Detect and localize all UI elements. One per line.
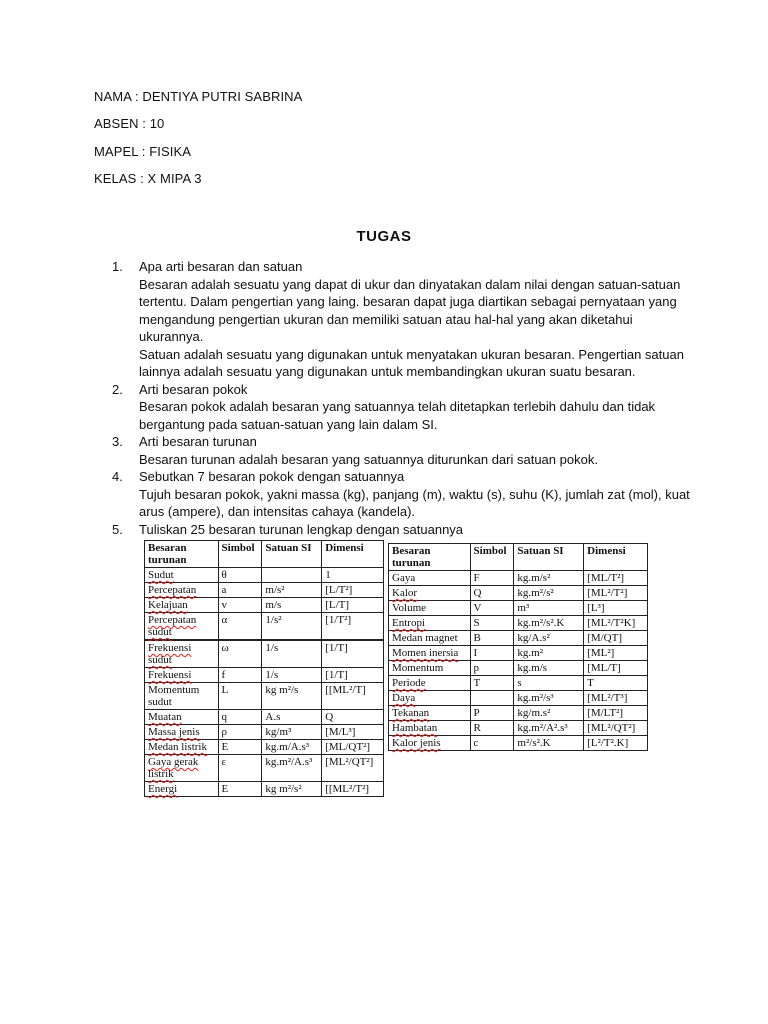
dimension-cell: [M/QT] bbox=[584, 631, 648, 646]
dimension-cell: [M/LT²] bbox=[584, 706, 648, 721]
symbol-cell: q bbox=[218, 710, 262, 725]
table-row bbox=[389, 706, 648, 721]
table-row bbox=[145, 782, 384, 797]
unit-cell: kg.m²/s² bbox=[514, 586, 584, 601]
dimension-cell: [ML/QT²] bbox=[322, 740, 384, 755]
header-cell: Simbol bbox=[470, 544, 514, 571]
unit-cell: 1/s² bbox=[262, 613, 322, 641]
question-list bbox=[112, 258, 692, 538]
header-cell: Besaran turunan bbox=[145, 541, 219, 568]
name-cell: Massa jenis bbox=[145, 725, 219, 740]
name-cell: Frekuensi bbox=[145, 668, 219, 683]
table-row bbox=[389, 646, 648, 661]
name-cell: Kalor jenis bbox=[389, 736, 471, 751]
question-number: 5. bbox=[112, 521, 123, 537]
dimension-cell: [L/T] bbox=[322, 598, 384, 613]
table-row bbox=[145, 725, 384, 740]
table-row bbox=[145, 583, 384, 598]
student-absen: ABSEN : 10 bbox=[94, 116, 165, 131]
question-item bbox=[112, 433, 692, 468]
name-cell: Gaya gerak listrik bbox=[145, 755, 219, 782]
answer bbox=[139, 276, 692, 381]
derived-quantities-table-left bbox=[144, 540, 384, 797]
answer-paragraph: Besaran pokok adalah besaran yang satuannya telah ditetapkan terlebih dahulu dan tidak bergantung pada satuan-satuan yang lain dalam SI. bbox=[139, 399, 656, 432]
unit-cell: A.s bbox=[262, 710, 322, 725]
dimension-cell: [1/T²] bbox=[322, 613, 384, 641]
unit-cell: kg.m²/A.s³ bbox=[262, 755, 322, 782]
question-text: Arti besaran turunan bbox=[139, 434, 257, 449]
question-number: 4. bbox=[112, 469, 123, 484]
table-row bbox=[145, 710, 384, 725]
table-row bbox=[389, 631, 648, 646]
answer bbox=[139, 451, 692, 469]
name-cell: Gaya bbox=[389, 571, 471, 586]
name-cell: Percepatan bbox=[145, 583, 219, 598]
symbol-cell: a bbox=[218, 583, 262, 598]
name-cell: Entropi bbox=[389, 616, 471, 631]
dimension-cell: [[ML²/T] bbox=[322, 683, 384, 710]
header-cell: Dimensi bbox=[584, 544, 648, 571]
unit-cell: kg.m²/A².s³ bbox=[514, 721, 584, 736]
unit-cell: s bbox=[514, 676, 584, 691]
page-title: TUGAS bbox=[356, 228, 412, 245]
table-row bbox=[389, 571, 648, 586]
derived-quantities-table-right bbox=[388, 543, 648, 751]
table-row bbox=[389, 601, 648, 616]
symbol-cell: B bbox=[470, 631, 514, 646]
symbol-cell: θ bbox=[218, 568, 262, 583]
table-row bbox=[145, 683, 384, 710]
answer-paragraph: Besaran turunan adalah besaran yang satuannya diturunkan dari satuan pokok. bbox=[139, 451, 598, 467]
symbol-cell: E bbox=[218, 782, 262, 797]
symbol-cell: I bbox=[470, 646, 514, 661]
dimension-cell: [ML/T] bbox=[584, 661, 648, 676]
symbol-cell: P bbox=[470, 706, 514, 721]
symbol-cell: c bbox=[470, 736, 514, 751]
symbol-cell bbox=[470, 691, 514, 706]
table-row bbox=[145, 598, 384, 613]
table-row bbox=[145, 755, 384, 782]
name-cell: Periode bbox=[389, 676, 471, 691]
unit-cell: kg.m/s² bbox=[514, 571, 584, 586]
header-cell: Besaran turunan bbox=[389, 544, 471, 571]
dimension-cell: [L²/T².K] bbox=[584, 736, 648, 751]
header-cell: Satuan SI bbox=[262, 541, 322, 568]
table-row bbox=[389, 676, 648, 691]
symbol-cell: ε bbox=[218, 755, 262, 782]
table-row bbox=[389, 586, 648, 601]
unit-cell: kg m²/s² bbox=[262, 782, 322, 797]
unit-cell: kg m²/s bbox=[262, 683, 322, 710]
unit-cell: kg.m²/s³ bbox=[514, 691, 584, 706]
name-cell: Medan listrik bbox=[145, 740, 219, 755]
unit-cell: 1/s bbox=[262, 668, 322, 683]
unit-cell: kg/m³ bbox=[262, 725, 322, 740]
dimension-cell: Q bbox=[322, 710, 384, 725]
unit-cell: kg.m/s bbox=[514, 661, 584, 676]
question-item bbox=[112, 521, 692, 539]
answer bbox=[139, 398, 692, 433]
symbol-cell: ω bbox=[218, 640, 262, 668]
name-cell: Kelajuan bbox=[145, 598, 219, 613]
dimension-cell: 1 bbox=[322, 568, 384, 583]
name-cell: Momen inersia bbox=[389, 646, 471, 661]
question-item bbox=[112, 468, 692, 521]
header-cell: Dimensi bbox=[322, 541, 384, 568]
answer-paragraph: Besaran adalah sesuatu yang dapat di ukur dan dinyatakan dalam nilai dengan satuan-satuan tertentu. Dalam pengertian yang laing. besaran dapat juga diartikan sebagai pernyataan yang mengandung pengertian ukuran dan memiliki satuan atau hal-hal yang akan diketahui ukurannya. bbox=[139, 276, 681, 344]
question-item bbox=[112, 381, 692, 434]
name-cell: Energi bbox=[145, 782, 219, 797]
table-row bbox=[145, 613, 384, 641]
symbol-cell: f bbox=[218, 668, 262, 683]
symbol-cell: F bbox=[470, 571, 514, 586]
symbol-cell: S bbox=[470, 616, 514, 631]
unit-cell: kg/A.s² bbox=[514, 631, 584, 646]
name-cell: Momentum sudut bbox=[145, 683, 219, 710]
name-cell: Frekuensi sudut bbox=[145, 640, 219, 668]
unit-cell: m/s² bbox=[262, 583, 322, 598]
name-cell: Hambatan bbox=[389, 721, 471, 736]
unit-cell: kg/m.s² bbox=[514, 706, 584, 721]
name-cell: Medan magnet bbox=[389, 631, 471, 646]
dimension-cell: [ML²/T²K] bbox=[584, 616, 648, 631]
name-cell: Percepatan sudut bbox=[145, 613, 219, 641]
question-text: Apa arti besaran dan satuan bbox=[139, 259, 303, 274]
dimension-cell: [ML/T²] bbox=[584, 571, 648, 586]
table-row bbox=[145, 740, 384, 755]
name-cell: Volume bbox=[389, 601, 471, 616]
table-header-row bbox=[389, 544, 648, 571]
symbol-cell: ρ bbox=[218, 725, 262, 740]
unit-cell: kg.m/A.s³ bbox=[262, 740, 322, 755]
name-cell: Sudut bbox=[145, 568, 219, 583]
unit-cell: m³ bbox=[514, 601, 584, 616]
dimension-cell: [L/T²] bbox=[322, 583, 384, 598]
dimension-cell: [L³] bbox=[584, 601, 648, 616]
symbol-cell: V bbox=[470, 601, 514, 616]
dimension-cell: [1/T] bbox=[322, 668, 384, 683]
student-name: NAMA : DENTIYA PUTRI SABRINA bbox=[94, 89, 303, 104]
question-number: 3. bbox=[112, 434, 123, 449]
dimension-cell: [1/T] bbox=[322, 640, 384, 668]
name-cell: Daya bbox=[389, 691, 471, 706]
table-row bbox=[389, 661, 648, 676]
symbol-cell: T bbox=[470, 676, 514, 691]
header-cell: Simbol bbox=[218, 541, 262, 568]
class: KELAS : X MIPA 3 bbox=[94, 171, 202, 186]
unit-cell: kg.m² bbox=[514, 646, 584, 661]
dimension-cell: [ML²] bbox=[584, 646, 648, 661]
table-header-row bbox=[145, 541, 384, 568]
name-cell: Muatan bbox=[145, 710, 219, 725]
question-text: Sebutkan 7 besaran pokok dengan satuannya bbox=[139, 469, 405, 484]
unit-cell: m/s bbox=[262, 598, 322, 613]
symbol-cell: v bbox=[218, 598, 262, 613]
name-cell: Momentum bbox=[389, 661, 471, 676]
unit-cell: kg.m²/s².K bbox=[514, 616, 584, 631]
dimension-cell: T bbox=[584, 676, 648, 691]
table-row bbox=[145, 668, 384, 683]
question-item bbox=[112, 258, 692, 381]
dimension-cell: [M/L³] bbox=[322, 725, 384, 740]
header-cell: Satuan SI bbox=[514, 544, 584, 571]
question-number: 1. bbox=[112, 259, 123, 274]
question-number: 2. bbox=[112, 381, 123, 397]
dimension-cell: [ML²/T²] bbox=[584, 586, 648, 601]
question-text: Arti besaran pokok bbox=[139, 381, 248, 397]
symbol-cell: α bbox=[218, 613, 262, 641]
table-row bbox=[145, 568, 384, 583]
symbol-cell: Q bbox=[470, 586, 514, 601]
name-cell: Tekanan bbox=[389, 706, 471, 721]
unit-cell: m²/s².K bbox=[514, 736, 584, 751]
symbol-cell: R bbox=[470, 721, 514, 736]
dimension-cell: [ML²/QT²] bbox=[322, 755, 384, 782]
subject: MAPEL : FISIKA bbox=[94, 144, 192, 159]
table-row bbox=[145, 640, 384, 668]
answer-paragraph: Tujuh besaran pokok, yakni massa (kg), panjang (m), waktu (s), suhu (K), jumlah zat (mol), kuat arus (ampere), dan intensitas cahaya (kandela). bbox=[139, 486, 690, 519]
answer bbox=[139, 486, 692, 521]
table-row bbox=[389, 616, 648, 631]
table-row bbox=[389, 736, 648, 751]
dimension-cell: [[ML²/T²] bbox=[322, 782, 384, 797]
table-row bbox=[389, 721, 648, 736]
symbol-cell: L bbox=[218, 683, 262, 710]
symbol-cell: p bbox=[470, 661, 514, 676]
answer-paragraph: Satuan adalah sesuatu yang digunakan untuk menyatakan ukuran besaran. Pengertian satuan lainnya adalah sesuatu yang digunakan untuk membandingkan ukuran suatu besaran. bbox=[139, 346, 684, 379]
table-row bbox=[389, 691, 648, 706]
dimension-cell: [ML²/QT²] bbox=[584, 721, 648, 736]
name-cell: Kalor bbox=[389, 586, 471, 601]
unit-cell: 1/s bbox=[262, 640, 322, 668]
symbol-cell: E bbox=[218, 740, 262, 755]
unit-cell bbox=[262, 568, 322, 583]
question-text: Tuliskan 25 besaran turunan lengkap dengan satuannya bbox=[139, 521, 464, 537]
dimension-cell: [ML²/T³] bbox=[584, 691, 648, 706]
